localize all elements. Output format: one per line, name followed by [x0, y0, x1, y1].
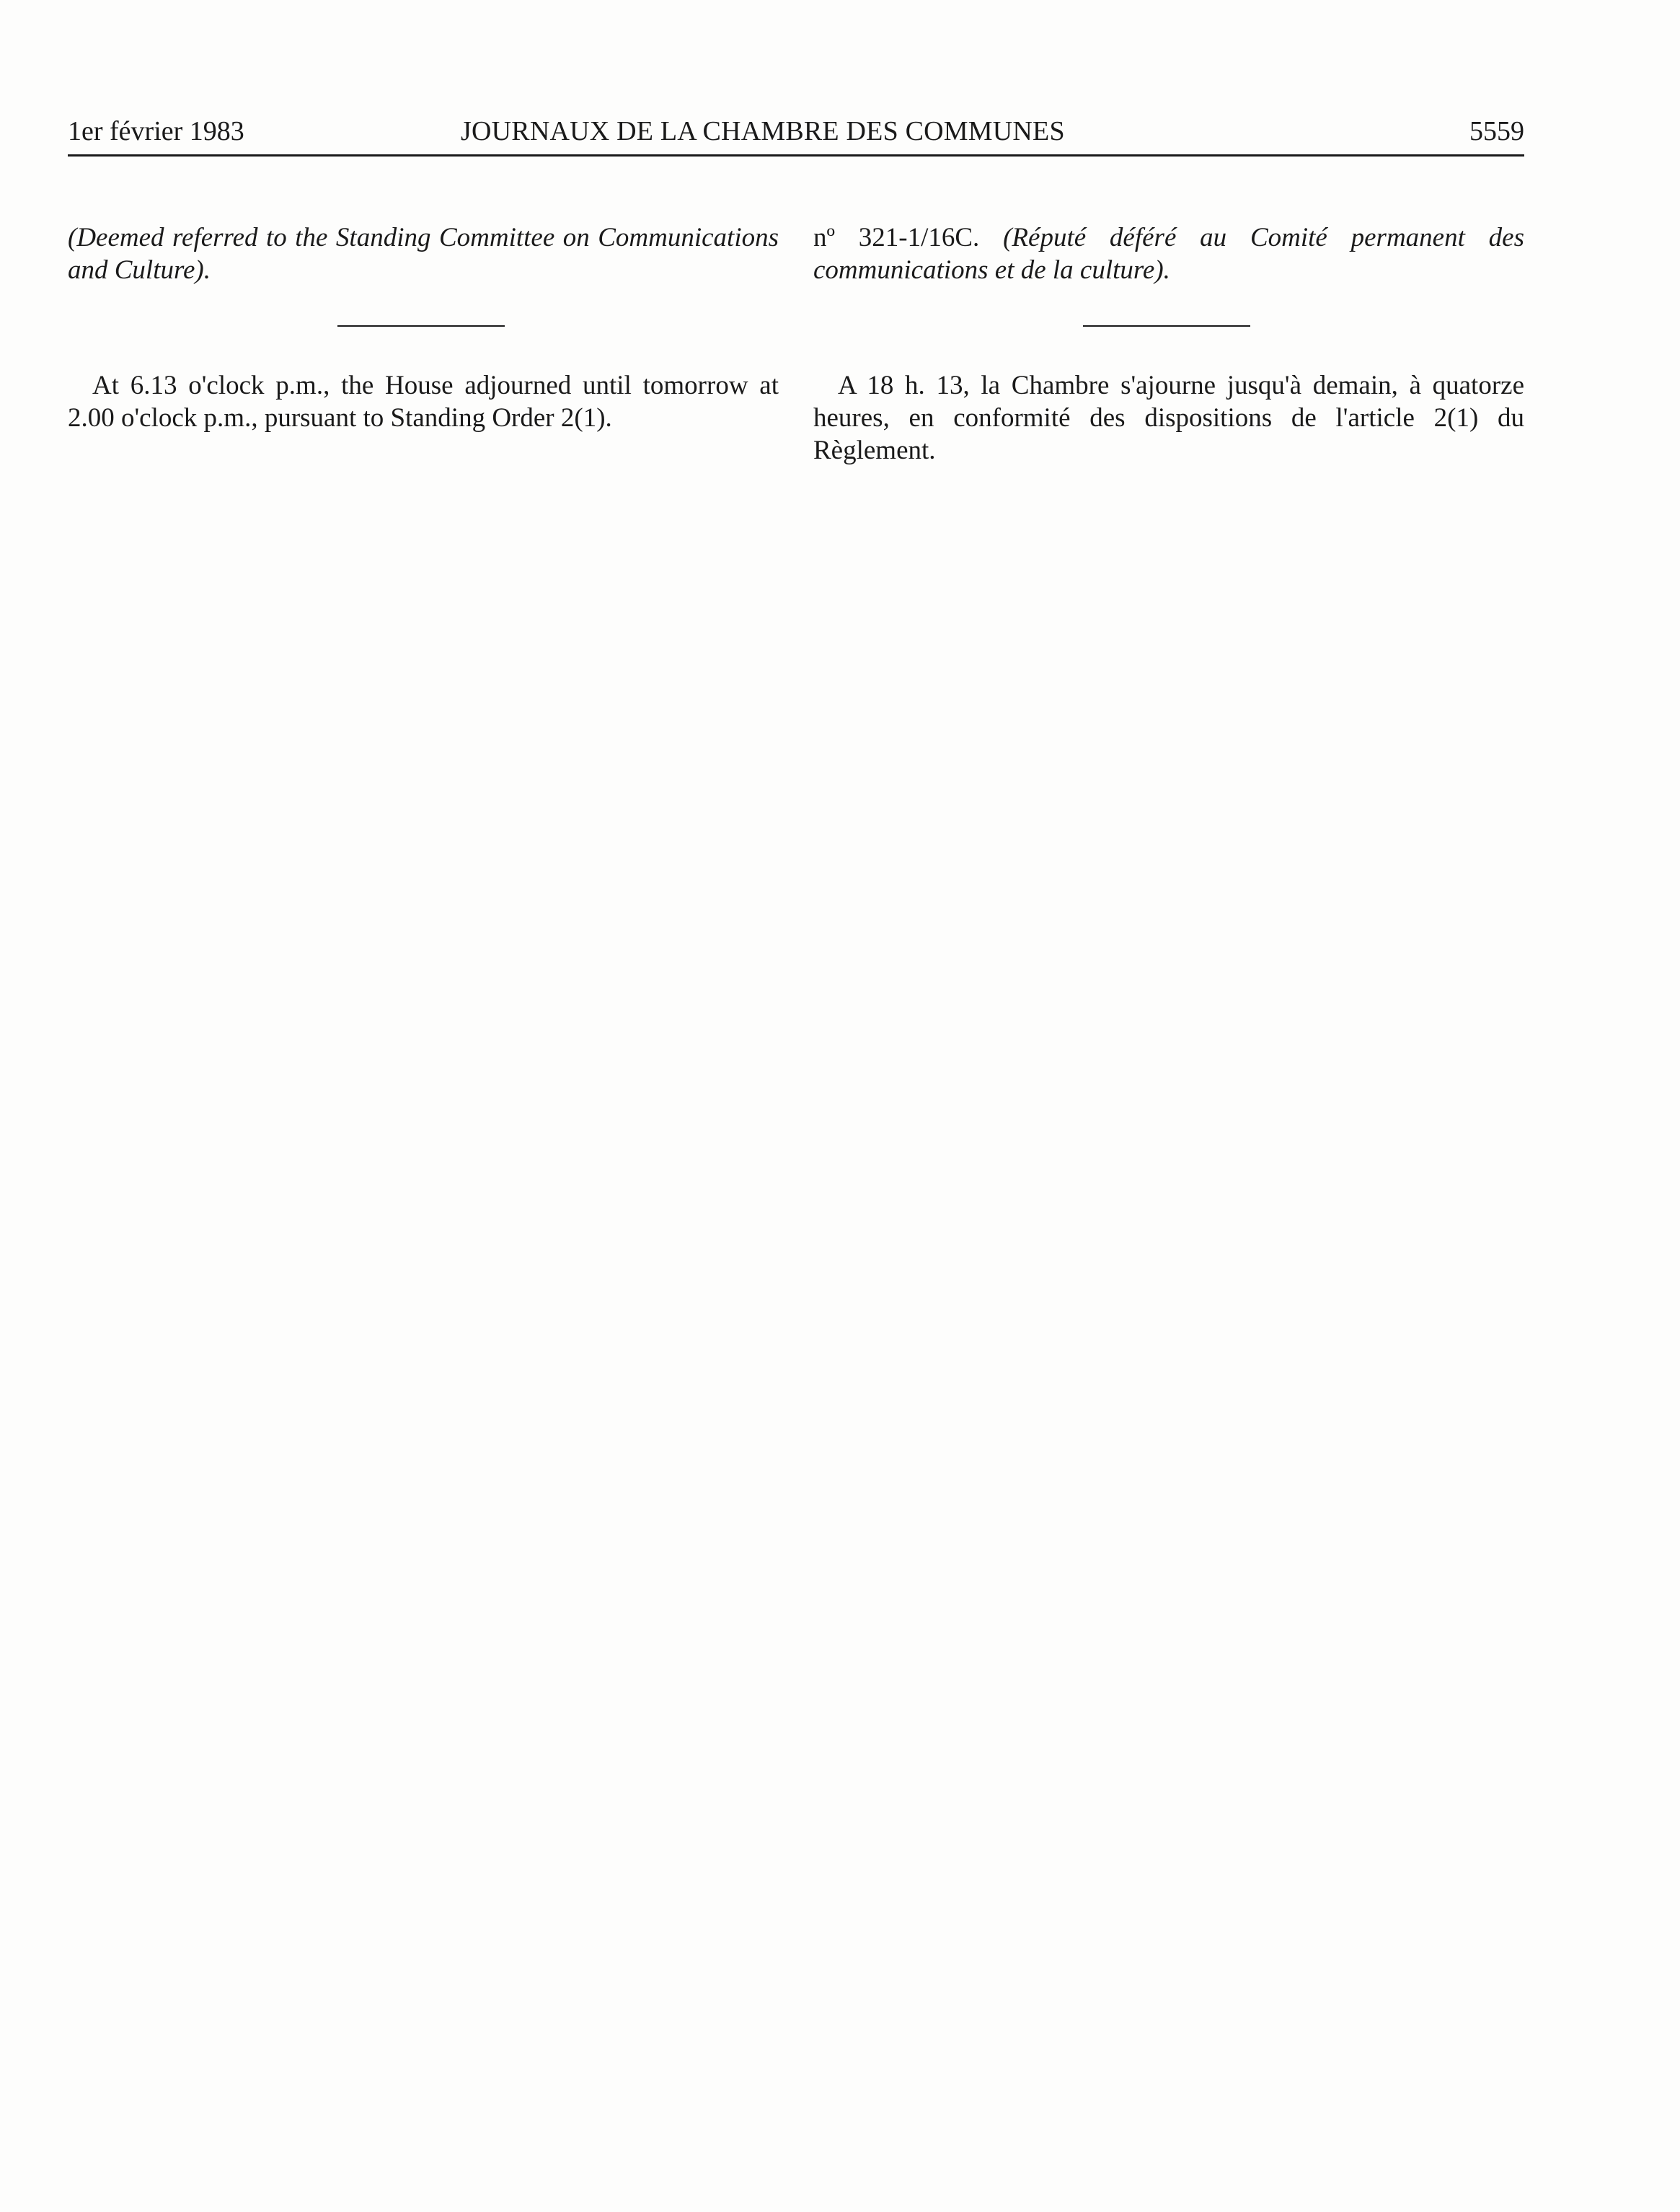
page-number: 5559 — [1469, 116, 1524, 146]
header-rule — [68, 154, 1524, 157]
english-referral-note — [68, 221, 779, 286]
french-referral-note — [813, 221, 1524, 286]
english-referral-text: (Deemed referred to the Standing Committee on Communications and Culture). — [68, 223, 779, 285]
french-adjournment: A 18 h. 13, la Chambre s'ajourne jusqu'à demain, à quatorze heures, en conformité des dispositions de l'article 2(1) du Règlement. — [813, 371, 1524, 465]
english-separator-rule — [337, 325, 505, 327]
header-date: 1er février 1983 — [68, 116, 244, 146]
running-head — [68, 110, 1524, 153]
french-referral-text: (Réputé déféré au Comité permanent des communications et de la culture). — [813, 223, 1524, 285]
journal-title: JOURNAUX DE LA CHAMBRE DES COMMUNES — [461, 116, 1065, 146]
french-separator-rule — [1083, 325, 1250, 327]
english-adjournment: At 6.13 o'clock p.m., the House adjourned until tomorrow at 2.00 o'clock p.m., pursuant to Standing Order 2(1). — [68, 371, 779, 433]
french-referral-number: nº 321-1/16C. — [813, 223, 980, 252]
